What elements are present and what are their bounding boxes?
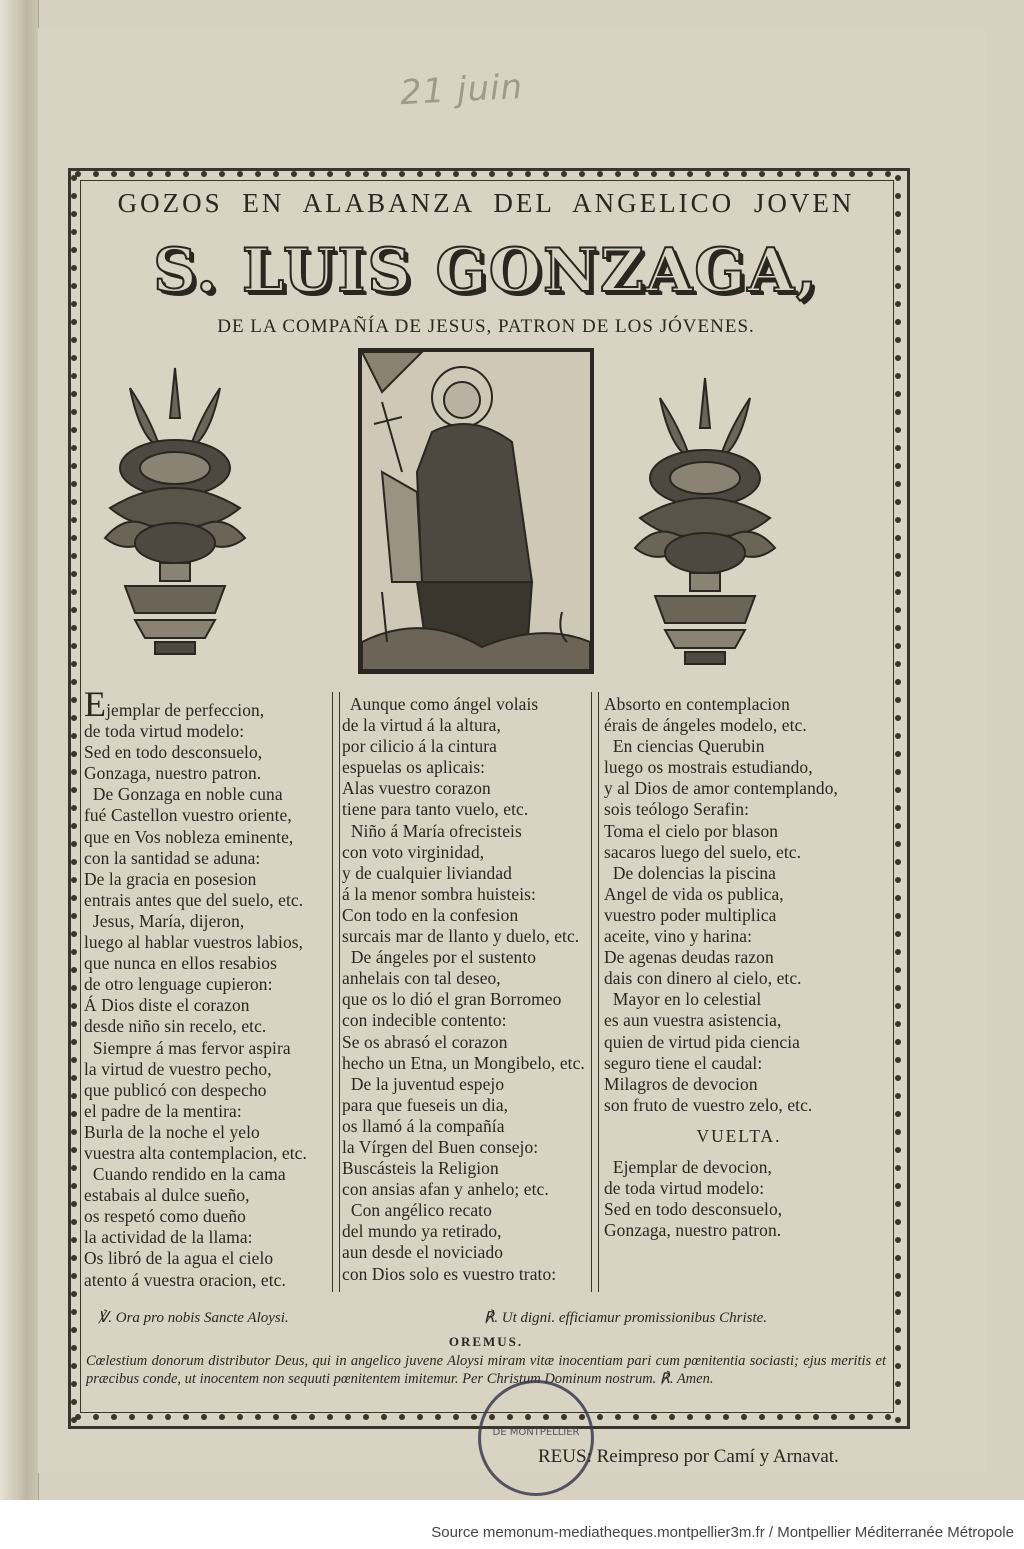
verse-line: Burla de la noche el yelo bbox=[84, 1121, 260, 1142]
verse-text: jemplar de perfeccion, bbox=[106, 700, 265, 720]
printer-imprint: REUS: Reimpreso por Camí y Arnavat. bbox=[538, 1446, 839, 1467]
flower-vase-woodcut-left bbox=[90, 358, 260, 658]
verse-line: Sed en todo desconsuelo, bbox=[84, 742, 263, 763]
flower-vase-woodcut-right bbox=[620, 368, 790, 668]
verse-line: Angel de vida os publica, bbox=[604, 883, 784, 904]
verse-line: Ejemplar de devocion, bbox=[604, 1156, 772, 1177]
verse-line: á la menor sombra huisteis: bbox=[342, 883, 536, 904]
handwritten-annotation: 21 juin bbox=[399, 66, 525, 114]
column-divider bbox=[591, 692, 599, 1292]
verse-line: Os libró de la agua el cielo bbox=[84, 1248, 274, 1269]
stamp-text: DE MONTPELLIER bbox=[492, 1427, 580, 1438]
verse-line: Aunque como ángel volais bbox=[342, 694, 539, 714]
verse-line: con indecible contento: bbox=[342, 1010, 507, 1031]
verse-line: Cuando rendido en la cama bbox=[84, 1164, 286, 1185]
verse-line: Se os abrasó el corazon bbox=[342, 1031, 508, 1052]
verse-line: que en Vos nobleza eminente, bbox=[84, 826, 294, 847]
verse-line: estabais al dulce sueño, bbox=[84, 1185, 250, 1206]
verse-line: De ángeles por el sustento bbox=[342, 947, 537, 968]
verse-line: Alas vuestro corazon bbox=[342, 778, 491, 799]
verse-line: que nunca en ellos resabios bbox=[84, 953, 277, 974]
verse-line: Siempre á mas fervor aspira bbox=[84, 1037, 291, 1058]
verse-line: De agenas deudas razon bbox=[604, 947, 774, 968]
verse-line: De Gonzaga en noble cuna bbox=[84, 784, 283, 805]
page-subtitle: DE LA COMPAÑÍA DE JESUS, PATRON DE LOS JÓVENES. bbox=[217, 316, 755, 337]
versicle: ℣. Ora pro nobis Sancte Aloysi. bbox=[98, 1310, 289, 1326]
oremus-heading: OREMUS. bbox=[448, 1334, 524, 1349]
verse-line: sois teólogo Serafin: bbox=[604, 799, 750, 820]
page-title: GOZOS EN ALABANZA DEL ANGELICO JOVEN bbox=[117, 188, 855, 218]
verse-line: con la santidad se aduna: bbox=[84, 847, 261, 868]
verse-line: luego os mostrais estudiando, bbox=[604, 757, 813, 778]
verse-line: son fruto de vuestro zelo, etc. bbox=[604, 1094, 813, 1115]
verse-line: Con todo en la confesion bbox=[342, 904, 519, 925]
verse-line: Gonzaga, nuestro patron. bbox=[604, 1220, 782, 1241]
verse-line: Toma el cielo por blason bbox=[604, 820, 779, 841]
verse-line: con Dios solo es vuestro trato: bbox=[342, 1263, 557, 1284]
verse-line: quien de virtud pida ciencia bbox=[604, 1031, 800, 1052]
verse-line: anhelais con tal deseo, bbox=[342, 968, 501, 989]
verse-line: Jesus, María, dijeron, bbox=[84, 910, 245, 931]
verse-line: la virtud de vuestro pecho, bbox=[84, 1058, 272, 1079]
verse-line: sacaros luego del suelo, etc. bbox=[604, 841, 802, 862]
column-divider bbox=[332, 692, 340, 1292]
drop-cap: E bbox=[84, 684, 107, 724]
verse-column-3 bbox=[604, 694, 874, 1241]
verse-line: y al Dios de amor contemplando, bbox=[604, 778, 838, 799]
verse-line: que publicó con despecho bbox=[84, 1079, 267, 1100]
verse-line: Á Dios diste el corazon bbox=[84, 995, 250, 1016]
verse-column-2 bbox=[342, 694, 602, 1285]
response: ℟. Ut digni. efficiamur promissionibus Christe. bbox=[484, 1310, 768, 1326]
verse-line: luego al hablar vuestros labios, bbox=[84, 932, 304, 953]
verse-line: entrais antes que del suelo, etc. bbox=[84, 889, 304, 910]
verse-line: que os lo dió el gran Borromeo bbox=[342, 989, 562, 1010]
book-spine bbox=[0, 0, 39, 1500]
paper-page bbox=[38, 28, 986, 1473]
verse-line: de toda virtud modelo: bbox=[604, 1178, 765, 1199]
verse-line: con ansias afan y anhelo; etc. bbox=[342, 1179, 549, 1200]
saint-figure bbox=[362, 352, 590, 670]
verse-line: y de cualquier liviandad bbox=[342, 862, 512, 883]
verse-line: hecho un Etna, un Mongibelo, etc. bbox=[342, 1052, 585, 1073]
verse-line: Absorto en contemplacion bbox=[604, 694, 790, 714]
verse-line: Buscásteis la Religion bbox=[342, 1158, 499, 1179]
source-credit: Source memonum-mediatheques.montpellier3m.fr / Montpellier Méditerranée Métropole bbox=[431, 1524, 1014, 1541]
verse-line: atento á vuestra oracion, etc. bbox=[84, 1269, 286, 1290]
verse-line: espuelas os aplicais: bbox=[342, 757, 486, 778]
verse-line: de toda virtud modelo: bbox=[84, 721, 245, 742]
verse-line: aceite, vino y harina: bbox=[604, 926, 753, 947]
verse-line bbox=[84, 684, 334, 724]
verse-line: os respetó como dueño bbox=[84, 1206, 246, 1227]
verse-line: del mundo ya retirado, bbox=[342, 1221, 502, 1242]
verse-line: dais con dinero al cielo, etc. bbox=[604, 968, 802, 989]
verse-line: De la gracia en posesion bbox=[84, 868, 257, 889]
saint-woodcut-illustration bbox=[358, 348, 594, 674]
verse-line: Mayor en lo celestial bbox=[604, 989, 762, 1010]
vuelta-heading: VUELTA. bbox=[696, 1125, 782, 1146]
verse-line: os llamó á la compañía bbox=[342, 1115, 505, 1136]
verse-line: seguro tiene el caudal: bbox=[604, 1052, 763, 1073]
verse-line: desde niño sin recelo, etc. bbox=[84, 1016, 267, 1037]
verse-line: para que fueseis un dia, bbox=[342, 1094, 509, 1115]
verse-line: Milagros de devocion bbox=[604, 1073, 758, 1094]
verse-line: es aun vuestra asistencia, bbox=[604, 1010, 782, 1031]
verse-line: de otro lenguage cupieron: bbox=[84, 974, 273, 995]
verse-line: Sed en todo desconsuelo, bbox=[604, 1199, 783, 1220]
verse-line: el padre de la mentira: bbox=[84, 1100, 242, 1121]
verse-line: érais de ángeles modelo, etc. bbox=[604, 715, 807, 736]
verse-line: aun desde el noviciado bbox=[342, 1242, 504, 1263]
verse-line: Con angélico recato bbox=[342, 1200, 492, 1221]
verse-line: con voto virginidad, bbox=[342, 841, 485, 862]
verse-line: Gonzaga, nuestro patron. bbox=[84, 763, 262, 784]
saint-name-heading: S. LUIS GONZAGA, bbox=[153, 236, 819, 306]
verse-line: la Vírgen del Buen consejo: bbox=[342, 1136, 539, 1157]
latin-prayer: Cœlestium donorum distributor Deus, qui in angelico juvene Aloysi miram vitæ inocentiam pari cum pœnitentia sociasti; ejus meritis et præcibus conde, ut inocentem non sequuti pœnitentem imitemur. Per Christum Dominum nostrum. ℟. Amen. bbox=[86, 1353, 886, 1387]
verse-line: vuestro poder multiplica bbox=[604, 904, 777, 925]
verse-line: Niño á María ofrecisteis bbox=[342, 820, 522, 841]
verse-line: En ciencias Querubin bbox=[604, 736, 765, 757]
verse-line: por cilicio á la cintura bbox=[342, 736, 497, 757]
verse-line: fué Castellon vuestro oriente, bbox=[84, 805, 292, 826]
verse-line: De la juventud espejo bbox=[342, 1073, 505, 1094]
verse-column-1 bbox=[84, 684, 334, 1291]
verse-line: de la virtud á la altura, bbox=[342, 715, 501, 736]
library-stamp bbox=[478, 1380, 594, 1496]
verse-line: vuestra alta contemplacion, etc. bbox=[84, 1142, 307, 1163]
verse-line: la actividad de la llama: bbox=[84, 1227, 253, 1248]
verse-line: tiene para tanto vuelo, etc. bbox=[342, 799, 529, 820]
verse-line: surcais mar de llanto y duelo, etc. bbox=[342, 926, 580, 947]
verse-line: De dolencias la piscina bbox=[604, 862, 776, 883]
